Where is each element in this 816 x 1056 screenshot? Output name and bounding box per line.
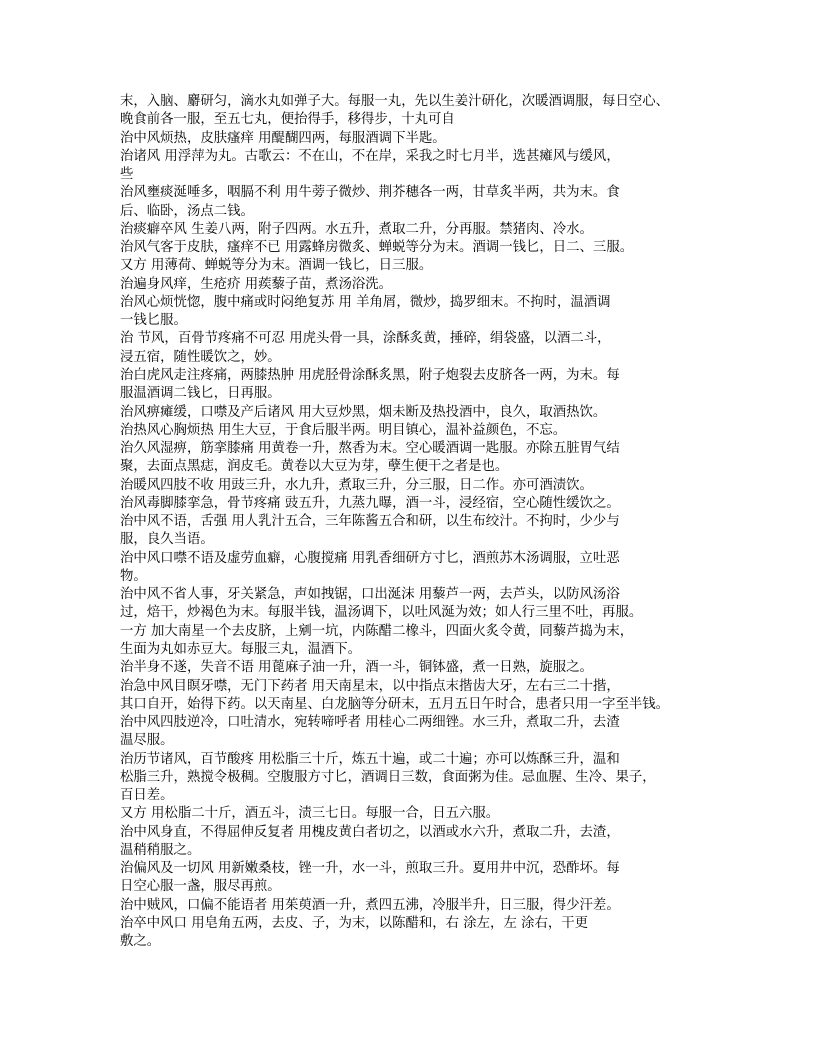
text-line: 些 [120,167,134,183]
text-line: 又方 用薄荷、蝉蜕等分为末。酒调一钱匕，日三服。 [120,258,433,274]
text-line: 治中风不省人事，牙关紧急，声如拽锯，口出涎沫 用藜芦一两，去芦头，以防风汤浴 [120,587,620,603]
text-line: 治风痹瘫缓，口噤及产后诸风 用大豆炒黑，烟未断及热投酒中，良久，取酒热饮。 [120,404,607,420]
text-line: 一钱匕服。 [120,313,187,329]
text-line: 治中贼风，口偏不能语者 用茱萸酒一升，煮四五沸，冷服半升，日三服，得少汗差。 [120,897,620,913]
text-line: 百日差。 [120,788,174,804]
text-line: 生面为丸如赤豆大。每服三丸，温酒下。 [120,641,362,657]
text-line: 服温酒调二钱匕，日再服。 [120,386,281,402]
text-line: 聚，去面点黑痣，润皮毛。黄卷以大豆为芽，孽生便干之者是也。 [120,459,509,475]
text-line: 物。 [120,568,147,584]
text-line: 日空心服一盏，服尽再煎。 [120,879,281,895]
text-line: 治卒中风口 用皂角五两，去皮、子，为末，以陈醋和，右 涂左，左 涂右，干更 [120,915,589,931]
text-line: 治风毒脚膝挛急，骨节疼痛 豉五升，九蒸九曝，酒一斗，浸经宿，空心随性缓饮之。 [120,495,620,511]
text-line: 治半身不遂，失音不语 用蓖麻子油一升，酒一斗，铜钵盛，煮一日熟，旋服之。 [120,660,593,676]
text-line: 治风心烦恍惚，腹中痛或时闷绝复苏 用 羊角屑，微炒，捣罗细末。不拘时，温酒调 [120,294,611,310]
text-line: 治 节风，百骨节疼痛不可忍 用虎头骨一具，涂酥炙黄，捶碎，绢袋盛，以酒二斗， [120,331,611,347]
text-line: 后、临卧，汤点二钱。 [120,203,254,219]
text-line: 治中风不语，舌强 用人乳汁五合，三年陈酱五合和研，以生布绞汁。不拘时，少少与 [120,514,620,530]
text-line: 治诸风 用浮萍为丸。古歌云：不在山，不在岸，采我之时七月半，选甚瘫风与缓风， [120,148,620,164]
text-line: 敷之。 [120,934,161,950]
text-line: 治历节诸风，百节酸疼 用松脂三十斤，炼五十遍，或二十遍；亦可以炼酥三升，温和 [120,751,620,767]
text-line: 治中风烦热，皮肤瘙痒 用醍醐四两，每服酒调下半匙。 [120,130,446,146]
text-line: 其口自开，始得下药。以天南星、白龙脑等分研末，五月五日午时合，患者只用一字至半钱。 [120,696,670,712]
text-line: 治中风口噤不语及虚劳血癖，心腹搅痛 用乳香细研方寸匕，酒煎苏木汤调服，立吐恶 [120,550,620,566]
text-line: 过，焙干，炒褐色为末。每服半钱，温汤调下，以吐风涎为效；如人行三里不吐，再服。 [120,605,643,621]
text-line: 治白虎风走注疼痛，两膝热肿 用虎胫骨涂酥炙黑，附子炮裂去皮脐各一两，为末。每 [120,367,620,383]
text-line: 末，入脑、麝研匀，滴水丸如弹子大。每服一丸，先以生姜汁研化，次暖酒调服，每日空心、 [120,94,670,109]
text-line: 又方 用松脂二十斤，酒五斗，渍三七日。每服一合，日五六服。 [120,806,500,822]
text-line: 松脂三升，熟搅令极稠。空腹服方寸匕，酒调日三数，食面粥为佳。忌血腥、生冷、果子， [120,769,656,785]
text-line: 治中风四肢逆冷，口吐清水，宛转啼呼者 用桂心二两细锉。水三升，煮取二升，去渣 [120,715,620,731]
text-line: 治痰癖卒风 生姜八两，附子四两。水五升，煮取二升，分再服。禁猪肉、冷水。 [120,221,593,237]
text-line: 治热风心胸烦热 用生大豆，于食后服半两。明目镇心，温补益颜色，不忘。 [120,422,567,438]
document-body-text [120,93,720,951]
text-line: 服，良久当语。 [120,532,214,548]
text-line: 治暖风四肢不收 用豉三升，水九升，煮取三升，分三服，日二作。亦可酒渍饮。 [120,477,593,493]
text-line: 浸五宿，随性暖饮之，妙。 [120,349,281,365]
text-line: 治偏风及一切风 用新嫩桑枝，锉一升，水一斗，煎取三升。夏用井中沉，恐酢坏。每 [120,861,620,877]
text-line: 温稍稍服之。 [120,842,201,858]
text-line: 治遍身风痒，生疮疥 用蒺藜子苗，煮汤浴洗。 [120,276,393,292]
text-line: 晚食前各一服，至五七丸，便抬得手，移得步，十丸可自 [120,112,455,128]
text-line: 治风壅痰涎唾多，咽膈不利 用牛蒡子微炒、荆芥穗各一两，甘草炙半两，共为末。食 [120,185,620,201]
text-line: 治中风身直，不得屈伸反复者 用槐皮黄白者切之，以酒或水六升，煮取二升，去渣， [120,824,620,840]
text-line: 治久风湿痹，筋挛膝痛 用黄卷一升，熬香为末。空心暖酒调一匙服。亦除五脏胃气结 [120,441,620,457]
text-line: 治急中风目瞑牙噤，无门下药者 用天南星末，以中指点末揩齿大牙，左右三二十揩， [120,678,620,694]
text-line: 温尽服。 [120,733,174,749]
text-line: 一方 加大南星一个去皮脐，上剜一坑，内陈醋二橡斗，四面火炙令黄，同藜芦捣为末， [120,623,634,639]
text-line: 治风气客于皮肤，瘙痒不已 用露蜂房微炙、蝉蜕等分为末。酒调一钱匕，日二、三服。 [120,240,634,256]
